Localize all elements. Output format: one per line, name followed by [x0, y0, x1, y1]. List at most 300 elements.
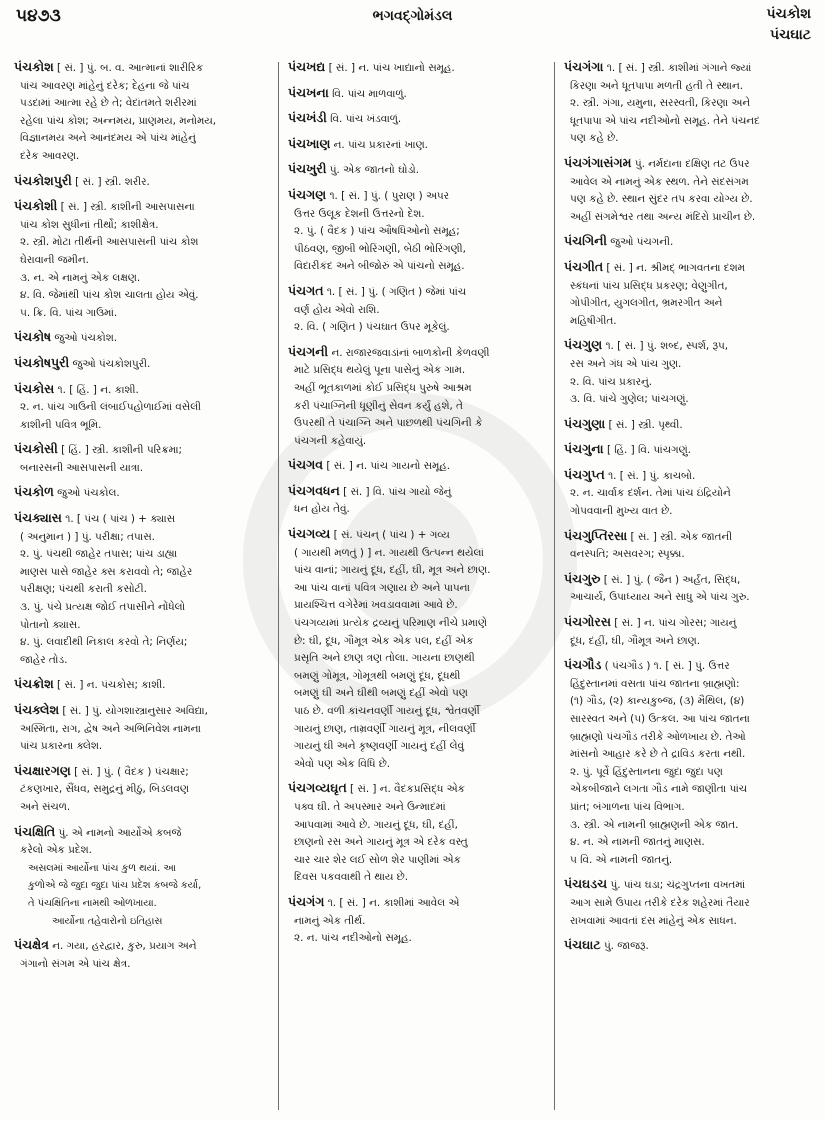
entry-text: વિ. પાંચ ખંડવાળું.: [330, 113, 402, 126]
entry-definition-line: [288, 545, 540, 563]
entry-definition-line: [564, 209, 816, 227]
entry-first-line: [14, 172, 262, 192]
entry-headword: પંચકોષપુરી: [14, 354, 70, 370]
entry-text: ૨. સ્ત્રી. મોટા તીર્થની આસપાસની પાંચ કોશ: [20, 236, 199, 249]
entry-first-line: [14, 936, 262, 956]
entry-headword: પંચગવ્યઘૃત: [288, 780, 347, 796]
entry-text: ૨. પું. ( વૈદક ) પાંચ ઔષધિઓનો સમૂહ;: [294, 225, 460, 238]
entry-definition-line: [564, 95, 816, 113]
dictionary-entry: [14, 509, 262, 669]
entry-definition-line: [288, 703, 540, 721]
dictionary-entry: [14, 762, 262, 817]
entry-definition-line: [288, 597, 540, 615]
dictionary-entry: [288, 58, 540, 78]
page-number: ૫૪૭૩: [16, 6, 61, 26]
entry-definition-line: [288, 756, 540, 774]
entry-headword: પંચગૌડ: [564, 657, 602, 673]
entry-definition-line: [288, 223, 540, 241]
entry-quote-line: [14, 877, 262, 895]
entry-first-line: [564, 527, 816, 547]
dictionary-entry: [288, 109, 540, 129]
dictionary-entry: [14, 936, 262, 973]
entry-text: કુળોએ જે જુદા જુદા પાંચ પ્રદેશ કબજે કર્યા,: [28, 880, 202, 892]
entry-definition-line: [14, 287, 262, 305]
entry-definition-line: [14, 617, 262, 635]
entry-definition-line: [564, 589, 816, 607]
entry-text: પાંચ કોશ સુધીનાં તીર્થો; કાશીક્ષેત્ર.: [20, 218, 159, 231]
entry-definition-line: [14, 599, 262, 617]
entry-text: પંચગવ્યમાં પ્રત્યેક દ્રવ્યનું પરિમાણ નીચે પ્રમાણે: [294, 617, 487, 630]
entry-text: [ હિં. ] વિ. પાંચગણું.: [606, 444, 691, 457]
dictionary-entry: [288, 186, 540, 276]
dictionary-entry: [14, 172, 262, 192]
entry-definition-line: [288, 398, 540, 416]
entry-first-line: [564, 875, 816, 895]
dictionary-entry: [564, 336, 816, 408]
entry-text: ૧. [ હિં. ] ન. કાશી.: [57, 383, 139, 396]
entry-text: [ સં. ] સ્ત્રી. એક જાતની: [630, 530, 733, 543]
dictionary-entry: [564, 613, 816, 650]
entry-definition-line: [564, 746, 816, 764]
dictionary-entry: [14, 483, 262, 503]
entry-text: [ સં. ] સ્ત્રી. શરીર.: [75, 175, 150, 188]
entry-headword: પંચકોષ: [14, 329, 52, 345]
entry-definition-line: [288, 319, 540, 337]
entry-definition-line: [14, 799, 262, 817]
entry-definition-line: [564, 799, 816, 817]
entry-text: જુઓ પંચગની.: [610, 236, 674, 249]
entry-definition-line: [288, 817, 540, 835]
entry-text: ન. ગયા, હરદ્વાર, કુરુ, પ્રયાગ અને: [52, 940, 197, 953]
entry-first-line: [288, 779, 540, 799]
entry-definition-line: [288, 738, 540, 756]
entry-text: હિંદુસ્તાનમાં વસતા પાંચ જાતના બ્રાહ્મણો:: [570, 677, 740, 690]
entry-text: ઘેરાવાની જમીન.: [20, 253, 89, 266]
guide-word-first: પંચકોશ: [766, 6, 811, 22]
entry-headword: પંચખના: [288, 84, 329, 100]
entry-definition-line: [14, 95, 262, 113]
entry-definition-line: [564, 295, 816, 313]
entry-headword: પંચગણ: [288, 186, 327, 202]
entry-headword: પંચગની: [288, 343, 329, 359]
dictionary-entry: [288, 525, 540, 773]
entry-text: ૧. [ સં. ] પું. શબ્દ, સ્પર્શ, રૂપ,: [605, 340, 729, 353]
dictionary-entry: [288, 456, 540, 476]
entry-text: ચાર ચાર શેર લઈ સોળ શેર પાણીમાં એક: [294, 853, 461, 866]
entry-text: માણસ પાસે જાહેર ક્સ કરાવવો તે; જાહેર: [20, 565, 193, 578]
entry-first-line: [14, 483, 262, 503]
entry-first-line: [14, 380, 262, 400]
entry-text: ગાયનું છાણ, તામ્રવર્ણી ગાયનું મૂત્ર, નીલવર્ણી: [294, 722, 476, 735]
entry-first-line: [564, 258, 816, 278]
entry-text: ધૂતપાપા એ પાંચ નદીઓનો સમૂહ. તેને પંચનદ: [570, 114, 760, 127]
entry-definition-line: [288, 633, 540, 651]
entry-definition-line: [288, 913, 540, 931]
entry-text: ૫. ક્રિ. વિ. પાંચ ગાઉમાં.: [20, 306, 118, 319]
entry-definition-line: [564, 356, 816, 374]
entry-definition-line: [564, 546, 816, 564]
entry-text: ગાયનું ઘી અને કૃષ્ણવર્ણી ગાયનું દહીં લેવું: [294, 740, 464, 753]
guide-words: [767, 4, 811, 46]
entry-first-line: [288, 135, 540, 155]
entry-text: બનારસની આસપાસની યાત્રા.: [20, 461, 144, 474]
entry-headword: પંચઘાટ: [564, 937, 601, 953]
entry-headword: પંચગવ: [288, 457, 324, 473]
dictionary-entry: [564, 258, 816, 330]
entry-text: અહીં ભૂતકાળમાં કોઈ પ્રસિદ્ધ પુરુષે આશ્રમ: [294, 381, 472, 394]
entry-first-line: [14, 197, 262, 217]
dictionary-entry: [564, 415, 816, 435]
entry-first-line: [564, 466, 816, 486]
entry-definition-line: [564, 764, 816, 782]
entry-text: પાંચ આવરણ માંહેનું દરેક; દેહના જે પાંચ: [20, 79, 190, 92]
entry-first-line: [288, 893, 540, 913]
entry-first-line: [288, 58, 540, 78]
entry-definition-line: [564, 676, 816, 694]
entry-definition-line: [14, 113, 262, 131]
entry-first-line: [564, 232, 816, 252]
entry-headword: પંચકોળ: [14, 484, 54, 500]
entry-text: ૧. [ સં. ] પું. કાચબો.: [608, 469, 696, 482]
entry-definition-line: [564, 485, 816, 503]
entry-headword: પંચગવ્ય: [288, 526, 331, 542]
entry-definition-line: [14, 417, 262, 435]
guide-word-last: પંચઘાટ: [769, 27, 811, 43]
entry-text: ગંગાનો સંગમ એ પાંચ ક્ષેત્ર.: [20, 957, 131, 970]
entry-definition-line: [288, 501, 540, 519]
entry-definition-line: [288, 930, 540, 948]
entry-text: [ હિં. ] સ્ત્રી. કાશીની પરિક્રમા;: [61, 444, 183, 457]
entry-text: ૧. [ સં. ] પું. ( પુરાણ ) અપર: [329, 189, 450, 202]
entry-text: કરી પંચાગ્નિની ધૂણીનું સેવન કર્યું હશે, તે: [294, 399, 463, 412]
entry-definition-line: [14, 546, 262, 564]
entry-definition-line: [14, 564, 262, 582]
entry-definition-line: [288, 799, 540, 817]
entry-text: આર્યોના તહેવારોનો ઇતિહાસ: [52, 915, 163, 927]
entry-definition-line: [14, 217, 262, 235]
entry-headword: પંચખદ્ય: [288, 59, 326, 74]
entry-text: રહેલા પાંચ કોશ; અન્નમય, પ્રાણમય, મનોમય,: [20, 114, 217, 127]
dictionary-entry: [14, 58, 262, 166]
entry-text: બ્રાહ્મણો પંચગૌડ તરીકે ઓળખાય છે. તેઓ: [570, 730, 746, 743]
entry-text: [ સં. ] ન. વૈદકપ્રસિદ્ધ એક: [350, 783, 465, 796]
entry-definition-line: [14, 634, 262, 652]
column-2: [288, 58, 540, 1113]
entry-headword: પંચગવધન: [288, 482, 340, 498]
entry-definition-line: [14, 581, 262, 599]
dictionary-entry: [288, 282, 540, 337]
entry-text: આચાર્ય, ઉપાધ્યાય અને સાધુ એ પાંચ ગુરુ.: [570, 591, 750, 604]
entry-headword: પંચગંગા: [564, 59, 604, 74]
entry-definition-line: [564, 895, 816, 913]
entry-text: માંસનો આહાર કરે છે તે દ્રાવિડ કરતા નથી.: [570, 748, 746, 761]
dictionary-entry: [288, 84, 540, 104]
entry-text: ૧. [ સં. ] પું. ( ગણિત ) જેમાં પાંચ: [326, 285, 467, 298]
entry-definition-line: [564, 913, 816, 931]
entry-text: ૨. સ્ત્રી. ગંગા, યમુના, સરસ્વતી, કિરણા અને: [570, 97, 751, 110]
entry-first-line: [14, 328, 262, 348]
dictionary-entry: [564, 58, 816, 148]
entry-first-line: [14, 823, 262, 843]
entry-definition-line: [564, 191, 816, 209]
entry-text: કિરણા અને ધૂતપાપા મળતી હતી તે સ્થાન.: [570, 79, 744, 92]
entry-text: [ સં. ] પું. ( વૈદક ) પંચક્ષાર;: [74, 765, 189, 778]
entry-text: ૩. સ્ત્રી. એ નામની બ્રાહ્મણની એક જાત.: [570, 818, 739, 831]
dictionary-entry: [564, 936, 816, 956]
entry-text: આપવામાં આવે છે. ગાયનું દૂધ, ઘી, દહીં,: [294, 818, 458, 831]
entry-definition-line: [14, 252, 262, 270]
dictionary-entry: [564, 570, 816, 607]
entry-first-line: [564, 336, 816, 356]
entry-text: રાખવામાં આવતાં દસ માંહેનું એક સાધન.: [570, 914, 737, 927]
entry-first-line: [564, 936, 816, 956]
entry-first-line: [288, 343, 540, 363]
entry-text: પણ કહે છે. સ્થાન સુંદર તપ કરવા યોગ્ય છે.: [570, 193, 753, 206]
entry-first-line: [564, 415, 816, 435]
entry-text: ૩. વિ. પાંચે ગુણેલ; પાંચગણું.: [570, 393, 689, 406]
entry-text: ૪. ન. એ નામની જાતનું માણસ.: [570, 836, 705, 849]
entry-text: પ્રાયશ્ચિત્ત વગેરેમાં ખવડાવવામાં આવે છે.: [294, 599, 458, 612]
entry-first-line: [14, 58, 262, 78]
entry-text: ૨. ન. પાંચ નદીઓનો સમૂહ.: [294, 932, 412, 945]
entry-definition-line: [14, 270, 262, 288]
entry-attribution: [14, 913, 262, 931]
entry-text: ૧. [ સં. ] ન. કાશીમાં આવેલ એ: [327, 896, 460, 909]
column-divider: [278, 62, 279, 1110]
entry-definition-line: [564, 633, 816, 651]
dictionary-entry: [564, 440, 816, 460]
dictionary-entry: [288, 779, 540, 887]
entry-headword: પંચઘડચ: [564, 876, 608, 892]
entry-definition-line: [288, 580, 540, 598]
dictionary-entry: [288, 160, 540, 180]
entry-headword: પંચકોશ: [14, 59, 54, 74]
entry-text: ( પંચગૌડ ) ૧. [ સં. ] પું. ઉત્તર: [604, 660, 730, 673]
entry-headword: પંચકોશપુરી: [14, 172, 72, 188]
entry-definition-line: [564, 113, 816, 131]
column-3: [564, 58, 816, 1113]
dictionary-entry: [14, 675, 262, 695]
entry-text: ૨. વિ. પાંચ પ્રકારનું.: [570, 375, 653, 388]
entry-text: ૪. પું. લવાદીથી નિકાલ કરવો તે; નિર્ણય;: [20, 636, 188, 649]
entry-headword: પંચકોસી: [14, 441, 58, 457]
entry-text: મહિષીગીત.: [570, 314, 617, 327]
entry-text: પંચગની કહેવાયું.: [294, 434, 367, 447]
entry-headword: પંચગત: [288, 282, 324, 298]
entry-headword: પંચક્ષેત્ર: [14, 937, 49, 953]
entry-headword: પંચક્રોશ: [14, 676, 54, 692]
entry-text: ગોપીગીત, યુગલગીત, ભ્રમરગીત અને: [570, 297, 723, 310]
entry-first-line: [14, 701, 262, 721]
entry-first-line: [14, 762, 262, 782]
entry-text: આગ સામે ઉપાય તરીકે દરેક શહેરમાં તૈયાર: [570, 896, 750, 909]
entry-text: ૨. વિ. ( ગણિત ) પંચઘાત ઉપર મૂકેલું.: [294, 321, 450, 334]
entry-headword: પંચગુણ: [564, 337, 603, 353]
entry-text: [ સં. ] પું. યોગશાસ્ત્રાનુસાર અવિદ્યા,: [62, 705, 208, 717]
entry-definition-line: [14, 842, 262, 860]
entry-definition-line: [564, 391, 816, 409]
entry-first-line: [288, 109, 540, 129]
entry-text: દરેક આવરણ.: [20, 149, 80, 162]
entry-text: પક્વ ઘી. તે અપસ્માર અને ઉન્માદમાં: [294, 800, 446, 813]
entry-text: [ સં. ] ન. શ્રીમદ્ ભાગવતના દશમ: [606, 261, 745, 274]
entry-definition-line: [14, 399, 262, 417]
dictionary-entry: [564, 875, 816, 930]
entry-headword: પંચક્લેશ: [14, 702, 60, 717]
entry-headword: પંચક્ષારગણ: [14, 762, 71, 778]
entry-text: બમણું ઘી અને ઘીથી બમણું દહીં એવો પણ: [294, 687, 468, 700]
entry-headword: પંચકોસ: [14, 380, 55, 396]
entry-text: [ સં. ] પું. ( જૈન ) અર્હંત, સિદ્ધ,: [603, 573, 741, 586]
entry-definition-line: [564, 174, 816, 192]
entry-text: પાંચ વાનાં; ગાયનું દૂધ, દહીં, ઘી, મૂત્ર અને છાણ.: [294, 564, 491, 577]
entry-definition-line: [288, 241, 540, 259]
entry-definition-line: [14, 529, 262, 547]
dictionary-entry: [564, 656, 816, 869]
entry-first-line: [288, 282, 540, 302]
dictionary-entry: [14, 380, 262, 435]
entry-definition-line: [564, 729, 816, 747]
entry-text: પું. એક જાતનો ઘોડો.: [329, 164, 420, 177]
entry-definition-line: [14, 738, 262, 756]
entry-text: તે પંચક્ષિતિના નામથી ઓળખાયા.: [28, 897, 157, 909]
entry-headword: પંચગુપ્તિરસા: [564, 527, 628, 543]
dictionary-entry: [288, 482, 540, 519]
entry-definition-line: [564, 711, 816, 729]
entry-definition-line: [288, 302, 540, 320]
entry-text: એકબીજાને લગતા ગૌડ નામે જાણીતા પાંચ: [570, 783, 748, 796]
entry-text: પું. એ નામનો આર્યોએ કબજે: [58, 826, 182, 839]
entry-text: પ્રાંત; બંગાળના પાંચ વિભાગ.: [570, 800, 685, 813]
entry-headword: પંચગુરુ: [564, 570, 601, 586]
entry-definition-line: [288, 869, 540, 887]
entry-text: પરીક્ષણ; પંચથી કરાતી કસોટી.: [20, 583, 147, 596]
entry-text: પીઠવણ, જીબી ભોરિંગણી, બેઠી ભોરિંગણી,: [294, 242, 466, 255]
entry-first-line: [564, 613, 816, 633]
entry-text: અસ્મિતા, રાગ, દ્વેષ અને અભિનિવેશ નામના: [20, 722, 201, 735]
entry-text: ગોપવવાની મુખ્ય વાત છે.: [570, 505, 673, 518]
entry-definition-line: [564, 852, 816, 870]
entry-definition-line: [564, 130, 816, 148]
entry-text: [ સં. ] સ્ત્રી. કાશીની આસપાસના: [60, 201, 195, 214]
entry-definition-line: [288, 685, 540, 703]
entry-definition-line: [14, 652, 262, 670]
entry-headword: પંચગુણા: [564, 415, 606, 431]
entry-definition-line: [288, 721, 540, 739]
entry-definition-line: [288, 362, 540, 380]
dictionary-entry: [288, 135, 540, 155]
entry-text: અહીં સંગમેશ્વર તથા અન્ય મંદિરો પ્રાચીન છે.: [570, 210, 756, 223]
entry-text: ૨. ન. પાંચ ગાઉની લંબાઈપહોળાઈમાં વસેલી: [20, 401, 202, 414]
entry-headword: પંચગોરસ: [564, 614, 611, 630]
entry-definition-line: [288, 206, 540, 224]
entry-text: ધન હોય તેવું.: [294, 503, 350, 516]
entry-definition-line: [564, 693, 816, 711]
entry-definition-line: [564, 278, 816, 296]
entry-headword: પંચકોશી: [14, 198, 58, 214]
entry-text: ૩. ન. એ નામનું એક લક્ષણ.: [20, 271, 141, 284]
dictionary-entry: [564, 154, 816, 226]
entry-first-line: [564, 58, 816, 78]
entry-text: અસલમાં આર્યોના પાંચ કુળ થયાં. આ: [28, 862, 176, 874]
entry-headword: પંચગિની: [564, 233, 607, 249]
entry-headword: પંચખુરી: [288, 161, 327, 177]
entry-definition-line: [288, 380, 540, 398]
entry-text: અને સંચળ.: [20, 800, 71, 813]
page-header: [0, 0, 825, 62]
dictionary-entry: [14, 328, 262, 348]
entry-headword: પંચખંડી: [288, 110, 327, 126]
entry-headword: પંચક્યાસ: [14, 510, 62, 526]
entry-text: વિ. પાંચ માળવાળું.: [332, 87, 407, 100]
dictionary-entry: [288, 893, 540, 948]
entry-text: ન. પાંચ પ્રકારનાં ખાણ.: [333, 138, 428, 151]
entry-first-line: [14, 675, 262, 695]
entry-text: જાહેર તોડ.: [20, 653, 68, 666]
dictionary-entry: [14, 823, 262, 931]
entry-text: ૨. પું. પંચથી જાહેર તપાસ; પાંચ ડાહ્યા: [20, 548, 178, 561]
column-divider: [554, 62, 555, 1110]
entry-definition-line: [288, 834, 540, 852]
entry-text: વિજ્ઞાનમય અને આનંદમય એ પાંચ માંહેનું: [20, 132, 196, 145]
entry-text: વનસ્પતિ; અસવરગ; સ્પૃક્કા.: [570, 548, 685, 561]
entry-headword: પંચગુના: [564, 441, 604, 457]
entry-text: [ સં. પંચન્ ( પાંચ ) + ગવ્ય: [333, 529, 450, 542]
entry-headword: પંચગંગ: [288, 893, 325, 909]
entry-quote-line: [14, 860, 262, 878]
entry-text: રસ અને ગંધ એ પાંચ ગુણ.: [570, 357, 682, 370]
entry-text: પું. પાંચ ઘડા; ચંદ્રગુપ્તના વખતમાં: [610, 879, 746, 892]
entry-definition-line: [14, 460, 262, 478]
dictionary-entry: [14, 354, 262, 374]
entry-text: નામનું એક તીર્થ.: [294, 914, 366, 927]
entry-headword: પંચગુપ્ત: [564, 466, 605, 482]
dictionary-entry: [14, 197, 262, 322]
entry-definition-line: [564, 503, 816, 521]
entry-text: એવો પણ એક વિધિ છે.: [294, 757, 391, 770]
dictionary-entry: [14, 440, 262, 477]
entry-definition-line: [564, 834, 816, 852]
entry-text: (૧) ગૌડ, (૨) કાન્યકુબ્જ, (૩) મૈથિલ, (૪): [570, 695, 745, 708]
entry-text: પાંચ પ્રકારના ક્લેશ.: [20, 740, 103, 753]
entry-definition-line: [288, 615, 540, 633]
entry-text: ૪. વિ. જેમાંથી પાંચ કોશ ચાલતા હોય એવું.: [20, 289, 199, 302]
entry-text: ૩. પું. પંચે પ્રત્યક્ષ જોઈ તપાસીને નોંધેલો: [20, 601, 186, 614]
entry-quote-line: [14, 895, 262, 913]
entry-definition-line: [288, 415, 540, 433]
entry-definition-line: [14, 305, 262, 323]
entry-text: ૨. પું. પૂર્વે હિંદુસ્તાનના જુદા જુદા પણ: [570, 765, 723, 778]
entry-first-line: [288, 482, 540, 502]
entry-definition-line: [288, 433, 540, 451]
entry-text: આવેલ એ નામનું એક સ્થળ. તેને સંદસંગમ: [570, 175, 749, 188]
entry-headword: પંચક્ષિતિ: [14, 823, 56, 839]
entry-text: ૨. ન. ચાર્વાક દર્શન. તેમાં પાંચ ઇંદ્રિયોને: [570, 487, 731, 500]
running-title: ભગવદ્ગોમંડલ: [372, 8, 453, 24]
entry-text: પું. નર્મદાના દક્ષિણ તટ ઉપર: [634, 157, 750, 170]
entry-first-line: [14, 440, 262, 460]
entry-first-line: [564, 154, 816, 174]
entry-definition-line: [288, 562, 540, 580]
entry-text: [ સં. ] ન. પાંચ ગોરસ; ગાયનું: [614, 617, 737, 630]
entry-text: [ સં. ] ન. પાંચ ખાદ્યાનો સમૂહ.: [328, 62, 455, 74]
entry-text: જુઓ પંચકોલ.: [57, 487, 120, 500]
entry-text: પણ કહે છે.: [570, 132, 619, 145]
entry-text: ન. રાજારજવાડાંનાં બાળકોની કેળવણી: [331, 346, 490, 359]
entry-text: [ સં. ] પું. બ. વ. આત્માનાં શારીરિક: [57, 62, 204, 74]
entry-text: ( અનુમાન ) ] પું. પરીક્ષા; તપાસ.: [20, 530, 155, 543]
dictionary-entry: [564, 466, 816, 521]
